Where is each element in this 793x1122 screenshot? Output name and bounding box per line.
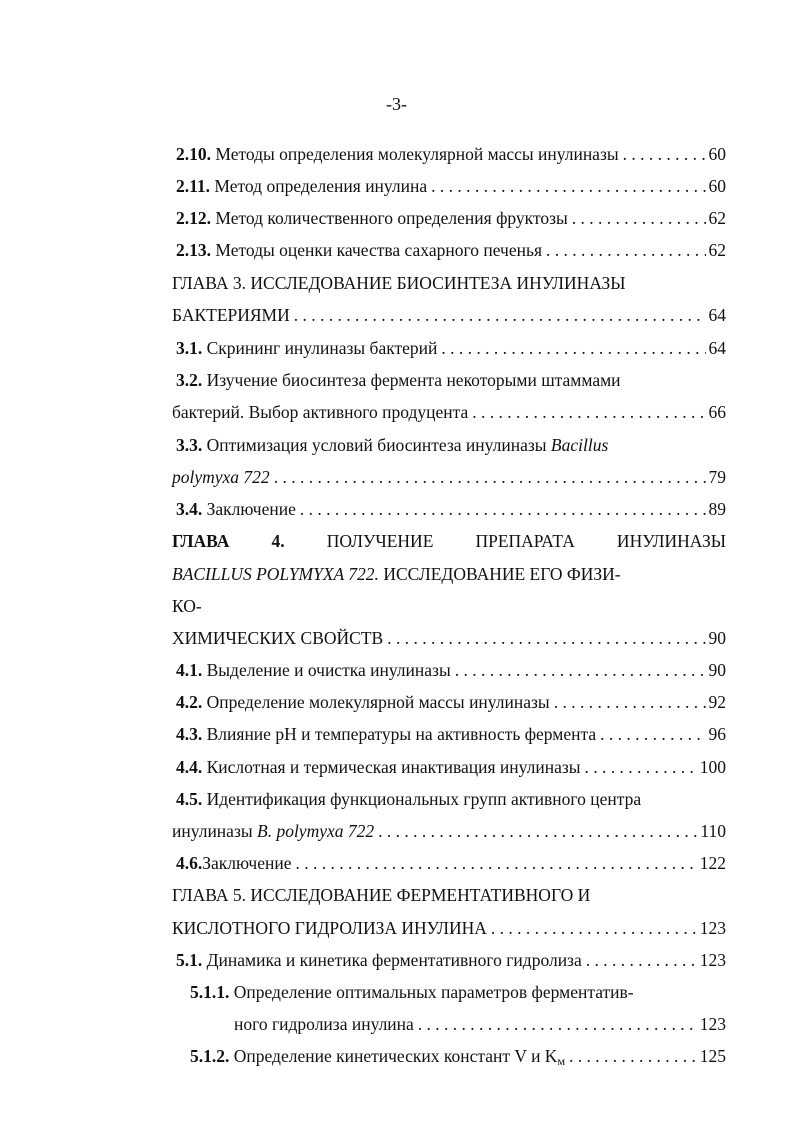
toc-entry-title-cont: ного гидролиза инулина bbox=[234, 1014, 414, 1034]
toc-entry-title: Определение оптимальных параметров ферментатив- bbox=[233, 982, 634, 1002]
toc-entry-line2[interactable] bbox=[234, 1011, 726, 1037]
toc-leader-dots bbox=[300, 496, 706, 522]
toc-entry-page: 125 bbox=[699, 1046, 726, 1066]
toc-entry-title: Идентификация функциональных групп активного центра bbox=[206, 789, 642, 809]
toc-entry-page: 89 bbox=[708, 499, 726, 519]
toc-entry-number: 4.4. bbox=[176, 757, 203, 777]
toc-entry-title: Методы оценки качества сахарного печенья bbox=[215, 240, 542, 260]
toc-chapter-title: ПОЛУЧЕНИЕ ПРЕПАРАТА ИНУЛИНАЗЫ bbox=[326, 531, 726, 551]
toc-entry-number: 3.4. bbox=[176, 499, 203, 519]
toc-leader-dots bbox=[586, 947, 697, 973]
toc-entry-title: Оптимизация условий биосинтеза инулиназы bbox=[206, 435, 547, 455]
toc-leader-dots bbox=[441, 335, 705, 361]
toc-entry-line1[interactable] bbox=[176, 367, 726, 393]
toc-leader-dots bbox=[572, 205, 706, 231]
toc-entry-number: 5.1. bbox=[176, 950, 203, 970]
toc-entry-number: 4.2. bbox=[176, 692, 203, 712]
toc-entry[interactable] bbox=[190, 1043, 726, 1069]
toc-chapter-title-italic: BACILLUS POLYMYXA 722. bbox=[172, 564, 379, 584]
toc-leader-dots bbox=[274, 464, 706, 490]
toc-entry-title: Выделение и очистка инулиназы bbox=[206, 660, 451, 680]
toc-entry-page: 110 bbox=[700, 821, 726, 841]
toc-chapter-heading[interactable]: ГЛАВА 5. ИССЛЕДОВАНИЕ ФЕРМЕНТАТИВНОГО И bbox=[172, 885, 591, 905]
toc-entry-number: 3.1. bbox=[176, 338, 203, 358]
toc-leader-dots bbox=[378, 818, 697, 844]
toc-entry-title: Определение молекулярной массы инулиназы bbox=[206, 692, 550, 712]
toc-entry-number: 4.3. bbox=[176, 724, 203, 744]
toc-entry-title-cont: инулиназы bbox=[172, 821, 253, 841]
toc-entry-line2[interactable] bbox=[172, 818, 726, 844]
toc-entry-page: 60 bbox=[708, 144, 726, 164]
toc-entry-title: Метод количественного определения фруктозы bbox=[215, 208, 568, 228]
toc-entry-title-italic: Bacillus bbox=[550, 435, 609, 455]
toc-entry-number: 3.2. bbox=[176, 370, 203, 390]
toc-entry[interactable] bbox=[176, 850, 726, 876]
toc-entry-title: Определение кинетических констант V и K bbox=[233, 1046, 558, 1066]
toc-leader-dots bbox=[546, 237, 706, 263]
toc-leader-dots bbox=[554, 689, 706, 715]
toc-chapter-heading-line3[interactable]: КО- bbox=[172, 596, 202, 616]
toc-leader-dots bbox=[472, 399, 705, 425]
toc-entry-title: Скрининг инулиназы бактерий bbox=[206, 338, 438, 358]
toc-entry[interactable] bbox=[176, 237, 726, 263]
toc-entry-subscript: м bbox=[557, 1054, 566, 1068]
toc-chapter-label: ГЛАВА 4. bbox=[172, 531, 285, 551]
toc-entry[interactable] bbox=[176, 721, 726, 747]
toc-entry-page: 90 bbox=[708, 628, 726, 648]
toc-entry-page: 123 bbox=[699, 918, 726, 938]
toc-entry-title: Кислотная и термическая инактивация инулиназы bbox=[206, 757, 581, 777]
toc-entry-page: 66 bbox=[708, 402, 726, 422]
toc-chapter-heading-line2[interactable] bbox=[172, 561, 667, 587]
toc-entry-page: 64 bbox=[708, 305, 726, 325]
toc-entry-line1[interactable] bbox=[190, 979, 726, 1005]
toc-leader-dots bbox=[491, 915, 697, 941]
toc-entry-line1[interactable] bbox=[176, 432, 726, 458]
toc-entry-title: Методы определения молекулярной массы инулиназы bbox=[215, 144, 619, 164]
toc-chapter-entry[interactable] bbox=[172, 915, 726, 941]
toc-entry-number: 2.10. bbox=[176, 144, 211, 164]
toc-entry-title: КИСЛОТНОГО ГИДРОЛИЗА ИНУЛИНА bbox=[172, 918, 487, 938]
toc-leader-dots bbox=[585, 754, 697, 780]
toc-entry[interactable] bbox=[176, 947, 726, 973]
toc-entry-line1[interactable] bbox=[176, 786, 726, 812]
toc-leader-dots bbox=[431, 173, 705, 199]
toc-leader-dots bbox=[294, 302, 706, 328]
toc-chapter-entry[interactable] bbox=[172, 302, 726, 328]
toc-entry-page: 64 bbox=[708, 338, 726, 358]
toc-entry-page: 62 bbox=[708, 240, 726, 260]
toc-entry-page: 60 bbox=[708, 176, 726, 196]
toc-leader-dots bbox=[600, 721, 705, 747]
toc-chapter-heading[interactable]: ГЛАВА 3. ИССЛЕДОВАНИЕ БИОСИНТЕЗА ИНУЛИНАЗЫ bbox=[172, 273, 626, 293]
toc-entry-page: 96 bbox=[708, 724, 726, 744]
toc-entry-number: 3.3. bbox=[176, 435, 203, 455]
toc-entry-title: Динамика и кинетика ферментативного гидролиза bbox=[206, 950, 582, 970]
toc-entry-title: Влияние pH и температуры на активность фермента bbox=[206, 724, 597, 744]
toc-leader-dots bbox=[296, 850, 697, 876]
toc-entry-title: Заключение bbox=[202, 853, 292, 873]
toc-chapter-title: ИССЛЕДОВАНИЕ ЕГО ФИЗИ- bbox=[383, 564, 621, 584]
toc-entry-number: 2.11. bbox=[176, 176, 211, 196]
toc-entry[interactable] bbox=[176, 141, 726, 167]
toc-entry-page: 100 bbox=[699, 757, 726, 777]
toc-entry-page: 123 bbox=[699, 1014, 726, 1034]
toc-entry[interactable] bbox=[176, 496, 726, 522]
toc-leader-dots bbox=[623, 141, 706, 167]
toc-entry-title: Метод определения инулина bbox=[214, 176, 428, 196]
toc-entry-number: 4.5. bbox=[176, 789, 203, 809]
toc-entry-title: ХИМИЧЕСКИХ СВОЙСТВ bbox=[172, 628, 384, 648]
toc-leader-dots bbox=[455, 657, 706, 683]
toc-entry-title-cont: polymyxa 722 bbox=[172, 467, 270, 487]
toc-leader-dots bbox=[569, 1043, 697, 1069]
toc-entry-page: 79 bbox=[708, 467, 726, 487]
toc-entry-page: 122 bbox=[699, 853, 726, 873]
toc-entry-title-italic: B. polymyxa 722 bbox=[257, 821, 375, 841]
toc-entry[interactable] bbox=[176, 754, 726, 780]
toc-entry-title-cont: бактерий. Выбор активного продуцента bbox=[172, 402, 469, 422]
toc-entry-line2[interactable] bbox=[172, 464, 726, 490]
toc-entry-number: 2.13. bbox=[176, 240, 211, 260]
toc-leader-dots bbox=[387, 625, 705, 651]
toc-entry-number: 5.1.2. bbox=[190, 1046, 230, 1066]
toc-entry[interactable] bbox=[176, 335, 726, 361]
toc-entry[interactable] bbox=[176, 205, 726, 231]
toc-entry-title: Изучение биосинтеза фермента некоторыми штаммами bbox=[206, 370, 621, 390]
toc-entry-number: 4.6. bbox=[176, 853, 203, 873]
toc-entry-page: 90 bbox=[708, 660, 726, 680]
toc-entry-number: 2.12. bbox=[176, 208, 211, 228]
toc-chapter-heading[interactable] bbox=[172, 528, 726, 554]
toc-entry-page: 62 bbox=[708, 208, 726, 228]
toc-entry[interactable] bbox=[176, 173, 726, 199]
toc-leader-dots bbox=[418, 1011, 697, 1037]
toc-entry-number: 5.1.1. bbox=[190, 982, 230, 1002]
toc-chapter-entry[interactable] bbox=[172, 625, 726, 651]
toc-entry-line2[interactable] bbox=[172, 399, 726, 425]
toc-entry-title: БАКТЕРИЯМИ bbox=[172, 305, 290, 325]
toc-entry-number: 4.1. bbox=[176, 660, 203, 680]
toc-entry-page: 92 bbox=[708, 692, 726, 712]
toc-entry[interactable] bbox=[176, 689, 726, 715]
toc-entry-title: Заключение bbox=[206, 499, 296, 519]
toc-entry[interactable] bbox=[176, 657, 726, 683]
toc-entry-page: 123 bbox=[699, 950, 726, 970]
page-number: -3- bbox=[386, 94, 407, 114]
